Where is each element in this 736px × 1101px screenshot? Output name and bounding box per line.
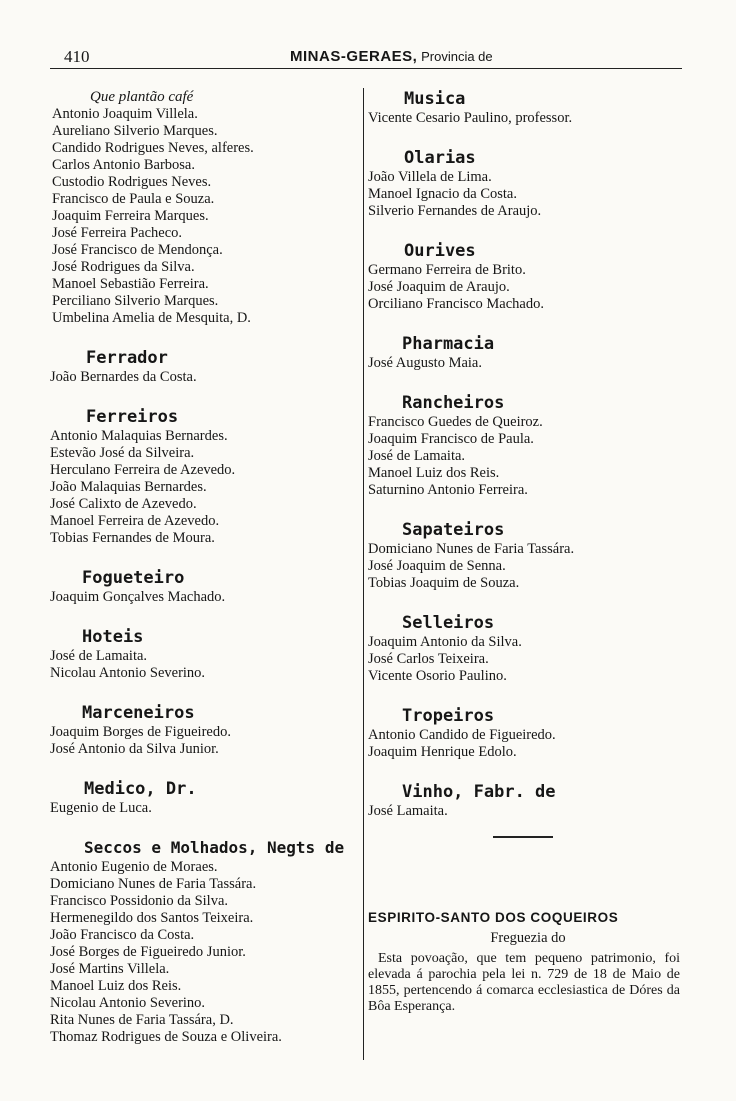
section-heading: Medico, Dr. xyxy=(84,779,197,799)
list-item: Silverio Fernandes de Araujo. xyxy=(368,203,542,219)
list-item: José Rodrigues da Silva. xyxy=(52,259,195,275)
list-item: Manoel Luiz dos Reis. xyxy=(50,978,182,994)
section-heading: Sapateiros xyxy=(402,520,505,540)
province-subtitle: Provincia de xyxy=(421,49,493,64)
list-item: Antonio Candido de Figueiredo. xyxy=(368,727,556,743)
list-item: Nicolau Antonio Severino. xyxy=(50,665,206,681)
section-heading: Hoteis xyxy=(82,627,144,647)
list-item: José Joaquim de Araujo. xyxy=(368,279,510,295)
section-heading: Ferrador xyxy=(86,348,168,368)
section-selleiros xyxy=(368,612,688,685)
list-item: Saturnino Antonio Ferreira. xyxy=(368,482,528,498)
list-item: Francisco Guedes de Queiroz. xyxy=(368,414,543,430)
list-item: Carlos Antonio Barbosa. xyxy=(52,157,195,173)
list-item: José Calixto de Azevedo. xyxy=(50,496,197,512)
list-item: José Joaquim de Senna. xyxy=(368,558,506,574)
section-rancheiros xyxy=(368,392,688,499)
page-number: 410 xyxy=(64,47,90,66)
list-item: Orciliano Francisco Machado. xyxy=(368,296,544,312)
list-item: Custodio Rodrigues Neves. xyxy=(52,174,212,190)
section-fogueteiro xyxy=(50,567,360,606)
list-item: José Martins Villela. xyxy=(50,961,170,977)
section-heading: Fogueteiro xyxy=(82,568,185,588)
section-heading: Seccos e Molhados, Negts de xyxy=(84,838,345,857)
section-tropeiros xyxy=(368,705,688,761)
list-item: João Villela de Lima. xyxy=(368,169,492,185)
list-item: Antonio Malaquias Bernardes. xyxy=(50,428,228,444)
list-item: Joaquim Henrique Edolo. xyxy=(368,744,517,760)
section-olarias xyxy=(368,147,688,220)
list-item: José de Lamaita. xyxy=(50,648,148,664)
section-espirito-santo xyxy=(368,910,688,1015)
list-item: José Augusto Maia. xyxy=(368,355,482,371)
list-item: Manoel Luiz dos Reis. xyxy=(368,465,500,481)
section-end-rule xyxy=(493,836,553,838)
list-item: Manoel Ferreira de Azevedo. xyxy=(50,513,220,529)
list-item: José Carlos Teixeira. xyxy=(368,651,489,667)
list-item: Umbelina Amelia de Mesquita, D. xyxy=(52,310,251,326)
running-title xyxy=(290,48,493,66)
list-item: Tobias Joaquim de Souza. xyxy=(368,575,520,591)
list-item: Nicolau Antonio Severino. xyxy=(50,995,206,1011)
right-column xyxy=(368,88,688,1015)
column-divider xyxy=(363,88,364,1060)
list-item: Domiciano Nunes de Faria Tassára. xyxy=(50,876,257,892)
section-hoteis xyxy=(50,626,360,682)
list-item: Hermenegildo dos Santos Teixeira. xyxy=(50,910,254,926)
list-item: Aureliano Silverio Marques. xyxy=(52,123,218,139)
list-item: Perciliano Silverio Marques. xyxy=(52,293,219,309)
list-item: Joaquim Borges de Figueiredo. xyxy=(50,724,231,740)
list-item: Germano Ferreira de Brito. xyxy=(368,262,526,278)
list-item: Estevão José da Silveira. xyxy=(50,445,195,461)
locality-heading: ESPIRITO-SANTO DOS COQUEIROS xyxy=(368,910,619,925)
list-item: João Bernardes da Costa. xyxy=(50,369,197,385)
section-heading: Que plantão café xyxy=(90,89,194,105)
section-heading: Tropeiros xyxy=(402,706,495,726)
section-ferreiros xyxy=(50,406,360,547)
list-item: Thomaz Rodrigues de Souza e Oliveira. xyxy=(50,1029,282,1045)
list-item: Tobias Fernandes de Moura. xyxy=(50,530,215,546)
section-heading: Pharmacia xyxy=(402,334,495,354)
section-marceneiros xyxy=(50,702,360,758)
list-item: Rita Nunes de Faria Tassára, D. xyxy=(50,1012,234,1028)
list-item: José Lamaita. xyxy=(368,803,448,819)
section-heading: Olarias xyxy=(404,148,476,168)
section-heading: Vinho, Fabr. de xyxy=(402,782,556,802)
list-item: Herculano Ferreira de Azevedo. xyxy=(50,462,236,478)
list-item: Joaquim Francisco de Paula. xyxy=(368,431,534,447)
locality-subheading: Freguezia do xyxy=(490,930,566,946)
list-item: Francisco Possidonio da Silva. xyxy=(50,893,229,909)
list-item: João Malaquias Bernardes. xyxy=(50,479,207,495)
list-item: Antonio Joaquim Villela. xyxy=(52,106,198,122)
section-heading: Rancheiros xyxy=(402,393,505,413)
list-item: Candido Rodrigues Neves, alferes. xyxy=(52,140,254,156)
section-sapateiros xyxy=(368,519,688,592)
list-item: Joaquim Ferreira Marques. xyxy=(52,208,209,224)
list-item: Eugenio de Luca. xyxy=(50,800,152,816)
province-title: MINAS-GERAES, xyxy=(290,48,418,65)
list-item: Manoel Ignacio da Costa. xyxy=(368,186,517,202)
section-ferrador xyxy=(50,347,360,386)
list-item: Francisco de Paula e Souza. xyxy=(52,191,215,207)
section-heading: Marceneiros xyxy=(82,703,195,723)
section-seccos-molhados xyxy=(50,837,360,1046)
running-header xyxy=(50,45,694,69)
section-pharmacia xyxy=(368,333,688,372)
list-item: José Antonio da Silva Junior. xyxy=(50,741,219,757)
section-coffee xyxy=(50,88,360,327)
list-item: Vicente Cesario Paulino, professor. xyxy=(368,110,573,126)
list-item: Antonio Eugenio de Moraes. xyxy=(50,859,218,875)
section-musica xyxy=(368,88,688,127)
list-item: João Francisco da Costa. xyxy=(50,927,195,943)
locality-description: Esta povoação, que tem pequeno patrimonio, foi elevada á parochia pela lei n. 729 de 18 de Maio de 1855, pertencendo á comarca ecclesiastica de Dóres da Bôa Esperança. xyxy=(368,951,680,1014)
header-rule xyxy=(50,68,682,69)
left-column xyxy=(50,88,360,1046)
list-item: José Borges de Figueiredo Junior. xyxy=(50,944,246,960)
section-heading: Selleiros xyxy=(402,613,495,633)
list-item: Vicente Osorio Paulino. xyxy=(368,668,507,684)
section-vinho xyxy=(368,781,688,820)
section-heading: Ferreiros xyxy=(86,407,179,427)
list-item: José de Lamaita. xyxy=(368,448,466,464)
section-ourives xyxy=(368,240,688,313)
list-item: Domiciano Nunes de Faria Tassára. xyxy=(368,541,575,557)
list-item: José Ferreira Pacheco. xyxy=(52,225,183,241)
list-item: Joaquim Gonçalves Machado. xyxy=(50,589,226,605)
section-heading: Musica xyxy=(404,89,466,109)
section-medico xyxy=(50,778,360,817)
section-heading: Ourives xyxy=(404,241,476,261)
list-item: José Francisco de Mendonça. xyxy=(52,242,223,258)
list-item: Joaquim Antonio da Silva. xyxy=(368,634,522,650)
list-item: Manoel Sebastião Ferreira. xyxy=(52,276,209,292)
